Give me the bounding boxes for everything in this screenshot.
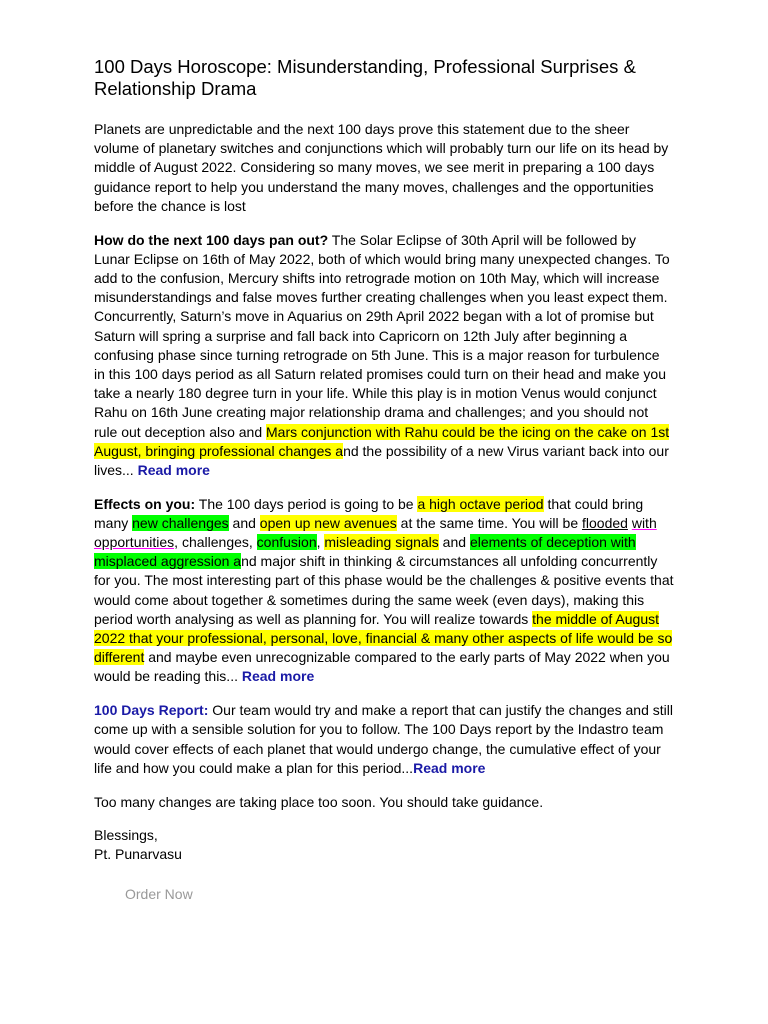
section-heading: How do the next 100 days pan out?	[94, 231, 329, 248]
section-report	[94, 701, 674, 778]
signoff	[94, 826, 674, 864]
section-text: and	[228, 514, 260, 531]
order-now-button[interactable]: Order Now	[125, 885, 193, 902]
page-title: 100 Days Horoscope: Misunderstanding, Professional Surprises & Relationship Drama	[94, 56, 636, 99]
section-text: and	[438, 534, 470, 551]
section-effects	[94, 495, 674, 687]
highlighted-text: the middle of August 2022 that your professional, personal, love, financial & many other aspects of life would be so different	[94, 610, 673, 666]
section-text: The 100 days period is going to be	[195, 495, 418, 512]
highlighted-text: elements of deception with misplaced aggression a	[94, 534, 636, 570]
section-next-100-days	[94, 231, 674, 481]
highlighted-text: confusion	[256, 534, 317, 551]
section-text: Our team would try and make a report that can justify the changes and still come up with a sensible solution for you to follow. The 100 Days report by the Indastro team would cover effects of each planet that would undergo change, the cumulative effect of your life and how you could make a plan for this period...	[94, 702, 673, 776]
highlighted-text: a high octave period	[417, 495, 544, 512]
section-text: The Solar Eclipse of 30th April will be followed by Lunar Eclipse on 16th of May 2022, both of which would bring many unexpected changes. To add to the confusion, Mercury shifts into retrograde motion on 10th May, which will increase misunderstandings and false moves further creating challenges when you least expect them. Concurrently, Saturn’s move in Aquarius on 29th April 2022 began with a lot of promise but Saturn will spring a surprise and fall back into Capricorn on 12th July after beginning a confusing phase since turning retrograde on 5th June. This is a major reason for turbulence in this 100 days period as all Saturn related promises could turn on their head and make you take a nearly 180 degree turn in your life. While this play is in motion Venus would conjunct Rahu on 16th June creating major relationship drama and challenges; and you should not rule out deception also and	[94, 231, 670, 440]
signoff-text: Blessings,	[94, 827, 158, 844]
section-heading: 100 Days Report:	[94, 702, 209, 719]
underlined-text: with opportunities,	[94, 514, 657, 551]
closing-paragraph: Too many changes are taking place too soon. You should take guidance.	[94, 793, 544, 810]
intro-paragraph: Planets are unpredictable and the next 100 days prove this statement due to the sheer volume of planetary switches and conjunctions which will probably turn our life on its head by middle of August 2022. Considering so many moves, we see merit in preparing a 100 days guidance report to help you understand the many moves, challenges and the opportunities before the chance is lost	[94, 121, 669, 214]
section-text: and maybe even unrecognizable compared to the early parts of May 2022 when you would be reading this...	[94, 649, 670, 685]
section-text: at the same time. You will be	[396, 514, 582, 531]
section-heading: Effects on you:	[94, 495, 196, 512]
read-more-link[interactable]: Read more	[413, 759, 486, 776]
highlighted-text: open up new avenues	[259, 514, 397, 531]
highlighted-text: misleading signals	[324, 534, 439, 551]
section-text: nd major shift in thinking & circumstances all unfolding concurrently for you. The most interesting part of this phase would be the challenges & positive events that would come about together & sometimes during the same week (even days), making this period worth analysing as well as planning for. You will realize towards	[94, 553, 674, 627]
read-more-link[interactable]: Read more	[137, 461, 210, 478]
section-text: that could bring many	[94, 495, 644, 531]
section-text: nd the possibility of a new Virus variant back into our lives...	[94, 442, 669, 478]
section-text: ,	[316, 534, 325, 551]
underlined-text: flooded	[582, 514, 628, 531]
signature: Pt. Punarvasu	[94, 846, 182, 863]
highlighted-text: new challenges	[132, 514, 229, 531]
section-text: challenges,	[178, 534, 257, 551]
highlighted-text: Mars conjunction with Rahu could be the icing on the cake on 1st August, bringing professional changes a	[94, 423, 670, 459]
read-more-link[interactable]: Read more	[241, 668, 315, 685]
